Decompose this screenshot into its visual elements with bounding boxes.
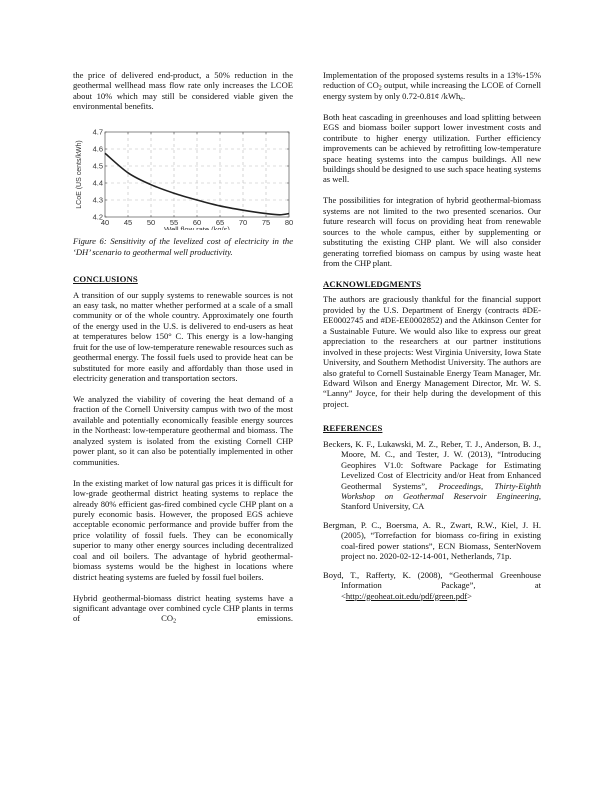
reference-bergman: Bergman, P. C., Boersma, A. R., Zwart, R.W., Kiel, J. H. (2005), “Torrefaction for biomass co-firing in existing coal-fired power stations”, ECN Biomass, SenterNovem project no. 2020-02-12-14-001, Netherlands, 71p. bbox=[323, 519, 541, 562]
x-axis-label: Well flow rate (kg/s) bbox=[164, 225, 230, 231]
reference-link[interactable]: http://geoheat.oit.edu/pdf/green.pdf bbox=[345, 590, 468, 601]
x-tick-label: 50 bbox=[146, 218, 156, 228]
conclusions-paragraph-3: In the existing market of low natural gas prices it is difficult for low-grade geothermal district heating systems to replace the already 80% efficient gas-fired combined cycle CHP plant on a purely economic basis. However, the proposed EGS achieve acceptable economic performance and provide buffer from the price volatility of fossil fuels. They can be economically superior to many other energy sources including decentralized coal and oil boilers. The advantage of hybrid geothermal-biomass systems would be the highest in locations where district heating systems are fueled by fossil fuel boilers. bbox=[73, 477, 293, 582]
x-tick-label: 40 bbox=[100, 218, 110, 228]
x-tick-label: 60 bbox=[192, 218, 202, 228]
left-column bbox=[73, 70, 293, 634]
y-tick-label: 4.3 bbox=[92, 195, 103, 205]
x-tick-label: 80 bbox=[284, 218, 293, 228]
figure-6 bbox=[73, 122, 293, 230]
y-axis-label: LCoE (US cents/kWh) bbox=[76, 140, 83, 209]
body-paragraph-2: The possibilities for integration of hybrid geothermal-biomass systems are not limited to the two presented scenarios. Our future research will focus on providing heat from renewable sources to the whole campus, either by supplementing or substituting the existing CHP plant. We will also consider generating torrefied biomass on campus by using waste heat from the CHP plant. bbox=[323, 195, 541, 269]
acknowledgments-text: The authors are graciously thankful for the financial support provided by the U.S. Department of Energy (contracts #DE-EE0002745 and #DE-EE0002852) and the Atkinson Center for a Sustainable Future. We would also like to express our great appreciation to the researchers at our partner institutions involved in these projects: West Virginia University, Iowa State University, and Southern Methodist University. The authors are also grateful to Cornell Sustainable Energy Team Manager, Mr. Edward Wilson and Energy Management Director, Mr. W. S. “Lanny” Joyce, for their help during the development of this project. bbox=[323, 294, 541, 409]
x-tick-label: 75 bbox=[261, 218, 271, 228]
continuation-paragraph: Implementation of the proposed systems results in a 13%-15% reduction of $CO_2$ output, while increasing the LCOE of Cornell energy system by only 0.72-0.81¢ /kWh$_e$. bbox=[323, 70, 542, 103]
figure-caption bbox=[73, 236, 293, 257]
x-tick-label: 65 bbox=[215, 218, 225, 228]
y-tick-label: 4.6 bbox=[92, 144, 103, 154]
y-tick-label: 4.2 bbox=[92, 212, 103, 222]
caption-text: Sensitivity of the levelized cost of electricity in the ‘DH’ scenario to geothermal well productivity. bbox=[73, 236, 294, 257]
lcoe-line-chart bbox=[73, 122, 293, 230]
x-tick-label: 45 bbox=[123, 218, 133, 228]
intro-paragraph: the price of delivered end-product, a 50% reduction in the geothermal wellhead mass flow rate only increases the LCOE about 10% which may still be considered viable given the environmental benefits. bbox=[73, 70, 293, 112]
x-tick-label: 55 bbox=[169, 218, 179, 228]
x-tick-label: 70 bbox=[238, 218, 248, 228]
right-column bbox=[323, 70, 541, 609]
references-heading: REFERENCES bbox=[323, 423, 383, 434]
y-tick-label: 4.7 bbox=[92, 127, 103, 137]
conclusions-paragraph-4: Hybrid geothermal-biomass district heating systems have a significant advantage over combined cycle CHP plants in terms of $CO_2$ emissions. bbox=[73, 592, 293, 625]
acknowledgments-heading: ACKNOWLEDGMENTS bbox=[323, 278, 422, 289]
conclusions-paragraph-2: We analyzed the viability of covering the heat demand of a fraction of the Cornell University campus with two of the most available and potentially economically feasible energy sources in the Northeast: low-temperature geothermal and biomass. The analyzed system is isolated from the existing Cornell CHP power plant, so it can also be potentially implemented in other communities. bbox=[73, 394, 293, 467]
y-tick-label: 4.5 bbox=[92, 161, 103, 171]
conclusions-paragraph-1: A transition of our supply systems to renewable sources is not an easy task, no matter whether performed at a scale of a small community or of the whole country. Approximately one fourth of the energy used in the U.S. is delivered to end-users as heat at temperatures below 150° C. This energy is a low-hanging fruit for the use of low-temperature renewable resources such as geothermal energy. The fossil fuels used to provide heat can be substituted for more easily and affordably than those used in electricity generation and transportation sectors. bbox=[73, 289, 293, 384]
caption-label: Figure 6: bbox=[73, 236, 107, 247]
conclusions-heading: CONCLUSIONS bbox=[73, 274, 138, 285]
reference-beckers: Beckers, K. F., Lukawski, M. Z., Reber, T. J., Anderson, B. J., Moore, M. C., and Tester, J. W. (2013), “Introducing Geophires V1.0: Software Package for Estimating Levelized Cost of Electricity and/or Heat from Enhanced Geothermal Systems”, Proceedings, Thirty-Eighth Workshop on Geothermal Reservoir Engineering, Stanford University, CA bbox=[323, 438, 542, 512]
body-paragraph-1: Both heat cascading in greenhouses and load splitting between EGS and biomass boiler support lower investment costs and contribute to higher energy utilization. Further efficiency improvements can be achieved by retrofitting low-temperature space heating systems into the campus buildings. All new buildings should be designed to use such space heating systems as well. bbox=[323, 111, 541, 185]
y-tick-label: 4.4 bbox=[92, 178, 103, 188]
reference-boyd: Boyd, T., Rafferty, K. (2008), “Geothermal Greenhouse Information Package”, at <http://geoheat.oit.edu/pdf/green.pdf> bbox=[323, 569, 541, 601]
